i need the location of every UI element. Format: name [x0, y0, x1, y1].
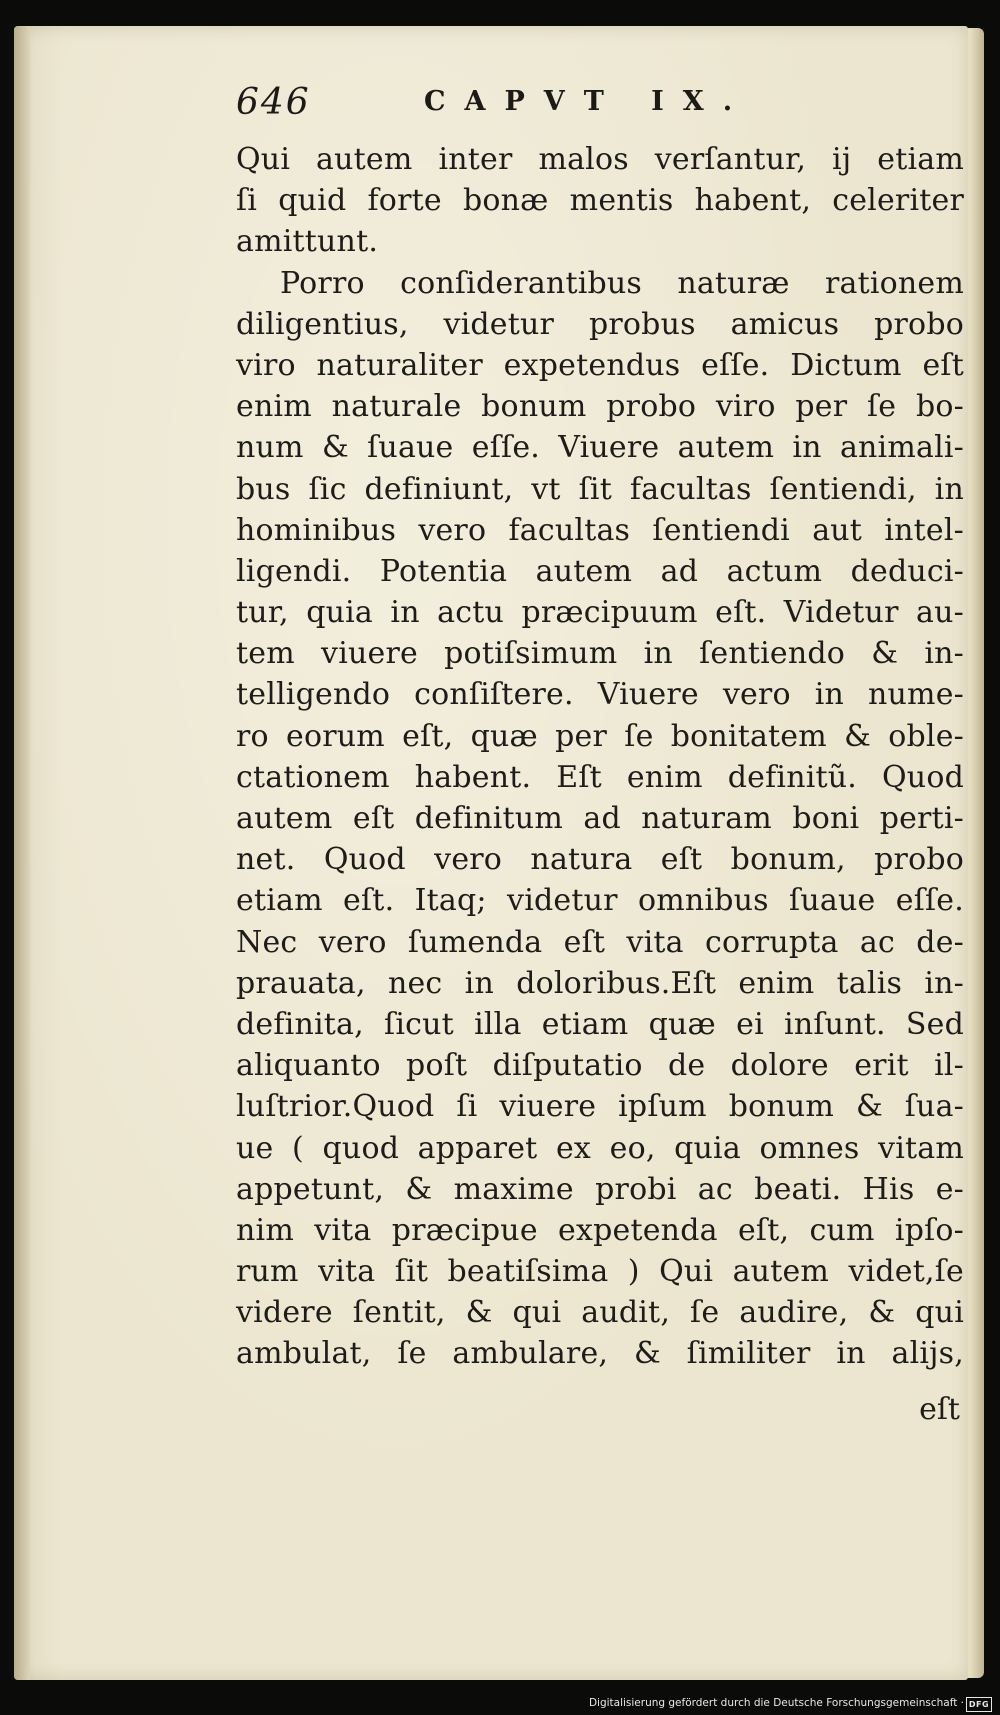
text-line: luſtrior.Quod ſi viuere ipſum bonum & ſua-: [236, 1089, 964, 1125]
text-line: telligendo conſiſtere. Viuere vero in nume-: [236, 677, 964, 713]
page-number: 646: [236, 82, 311, 123]
text-line: Porro conſiderantibus naturæ rationem: [280, 265, 964, 301]
text-line: num & ſuaue eſſe. Viuere autem in animali-: [236, 430, 964, 466]
text-line: Nec vero ſumenda eſt vita corrupta ac de-: [236, 924, 964, 960]
text-line: Qui autem inter malos verſantur, ij etiam: [236, 142, 964, 177]
page-header: [236, 82, 816, 134]
text-line: ligendi. Potentia autem ad actum deduci-: [236, 553, 964, 589]
text-line: enim naturale bonum probo viro per ſe bo-: [236, 389, 964, 425]
text-line: ue ( quod apparet ex eo, quia omnes vitam: [236, 1130, 964, 1166]
text-line: ctationem habent. Eſt enim definitũ. Quod: [236, 759, 964, 795]
dfg-logo: DFG: [966, 1697, 992, 1712]
page-gutter-shadow: [14, 26, 30, 1680]
text-line: aliquanto poſt diſputatio de dolore erit il-: [236, 1048, 964, 1084]
digitization-credit: Digitalisierung gefördert durch die Deutsche Forschungsgemeinschaft ·: [588, 1697, 964, 1709]
text-line: videre ſentit, & qui audit, ſe audire, & qui: [236, 1295, 964, 1331]
text-line: bus ſic definiunt, vt ſit facultas ſentiendi, in: [236, 471, 964, 507]
text-line: ro eorum eſt, quæ per ſe bonitatem & oble-: [236, 718, 964, 754]
text-line: tur, quia in actu præcipuum eſt. Videtur au-: [236, 595, 964, 631]
text-line: etiam eſt. Itaq; videtur omnibus ſuaue eſſe.: [236, 883, 964, 919]
text-line: hominibus vero facultas ſentiendi aut intel-: [236, 512, 964, 548]
text-line: ſi quid forte bonæ mentis habent, celeriter: [236, 183, 964, 219]
text-line: appetunt, & maxime probi ac beati. His e-: [236, 1171, 964, 1207]
text-line: definita, ſicut illa etiam quæ ei inſunt. Sed: [236, 1006, 964, 1042]
text-line: nim vita præcipue expetenda eſt, cum ipſo-: [236, 1212, 964, 1248]
text-line: rum vita ſit beatiſsima ) Qui autem videt,ſe: [236, 1254, 964, 1290]
text-line: diligentius, videtur probus amicus probo: [236, 306, 964, 342]
text-line: net. Quod vero natura eſt bonum, probo: [236, 842, 964, 878]
text-line: ambulat, ſe ambulare, & ſimiliter in alijs,: [236, 1336, 964, 1372]
text-line: viro naturaliter expetendus eſſe. Dictum eſt: [236, 347, 964, 383]
text-line: autem eſt definitum ad naturam boni perti-: [236, 801, 964, 836]
running-title: CAPVT IX.: [424, 86, 752, 117]
catchword: eſt: [919, 1392, 960, 1427]
text-line: prauata, nec in doloribus.Eſt enim talis in-: [236, 965, 964, 1001]
body-text: [236, 139, 964, 1375]
text-line: tem viuere potiſsimum in ſentiendo & in-: [236, 636, 964, 672]
text-line: amittunt.: [236, 224, 379, 260]
